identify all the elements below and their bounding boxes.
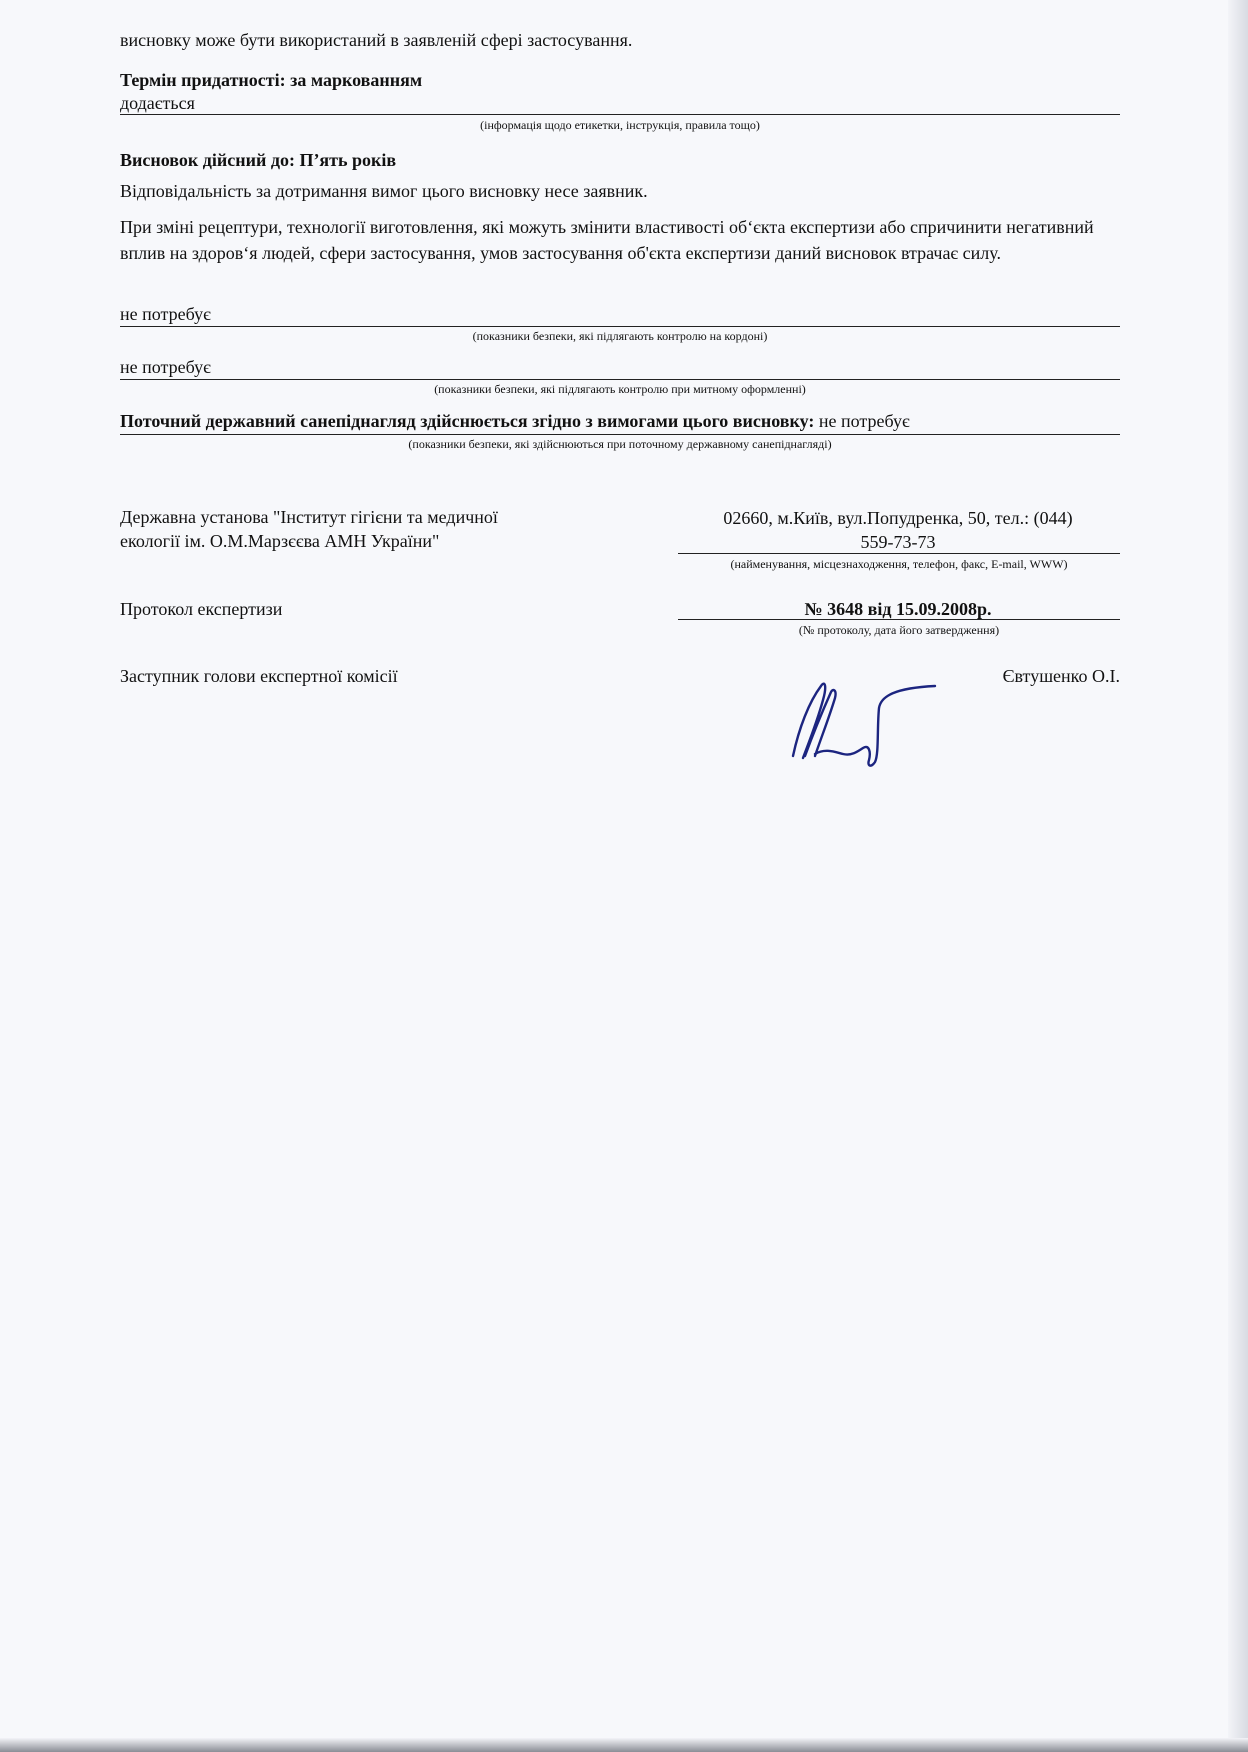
signatory-name: Євтушенко О.І. (1002, 666, 1120, 686)
institution-address-line1: 02660, м.Київ, вул.Попудренка, 50, тел.: (044) (723, 508, 1073, 528)
responsibility-text: Відповідальність за дотримання вимог цього висновку несе заявник. (120, 181, 648, 201)
customs-control-value: не потребує (120, 357, 211, 377)
institution-address-line2: 559-73-73 (860, 532, 936, 552)
customs-control-caption: (показники безпеки, які підлягають контролю при митному оформленні) (434, 382, 806, 396)
institution-name-line2: екології ім. О.М.Марзєєва АМН України" (120, 531, 440, 551)
supervision-value: не потребує (818, 411, 910, 431)
page-edge-shadow (1228, 0, 1248, 1752)
shelf-life-label: Термін придатності: за маркованням (120, 70, 423, 90)
institution-address (678, 506, 1118, 554)
protocol-label: Протокол експертизи (120, 599, 283, 619)
change-clause-paragraph: При зміні рецептури, технології виготовлення, які можуть змінити властивості об‘єкта експертизи або спричинити негативний вплив на здоров‘я людей, сфери застосування, умов застосування об'єкта експертизи даний висновок втрачає силу. (120, 217, 1094, 263)
signatory-role: Заступник голови експертної комісії (120, 666, 398, 686)
handwritten-signature (785, 668, 945, 768)
shelf-life-caption: (інформація щодо етикетки, інструкція, правила тощо) (480, 118, 760, 132)
institution-name-line1: Державна установа "Інститут гігієни та медичної (120, 507, 498, 527)
shelf-life-value: додається (120, 93, 195, 113)
border-control-rule (120, 326, 1120, 327)
page-bottom-shadow (0, 1738, 1248, 1752)
continuation-line: висновку може бути використаний в заявленій сфері застосування. (120, 30, 633, 50)
protocol-value: № 3648 від 15.09.2008р. (804, 599, 992, 619)
institution-rule (678, 553, 1120, 554)
supervision-rule (120, 434, 1120, 435)
protocol-rule (678, 619, 1120, 620)
protocol-caption: (№ протоколу, дата його затвердження) (798, 623, 1000, 637)
shelf-life-rule (120, 114, 1120, 115)
border-control-caption: (показники безпеки, які підлягають контролю на кордоні) (472, 329, 768, 343)
border-control-value: не потребує (120, 304, 211, 324)
supervision-caption: (показники безпеки, які здійснюються при поточному державному санепіднагляді) (408, 437, 832, 451)
supervision-label: Поточний державний санепіднагляд здійснюється згідно з вимогами цього висновку: (120, 411, 815, 431)
validity-label: Висновок дійсний до: П’ять років (120, 150, 397, 170)
institution-caption: (найменування, місцезнаходження, телефон, факс, E-mail, WWW) (730, 557, 1068, 571)
supervision-line (120, 411, 910, 432)
customs-control-rule (120, 379, 1120, 380)
